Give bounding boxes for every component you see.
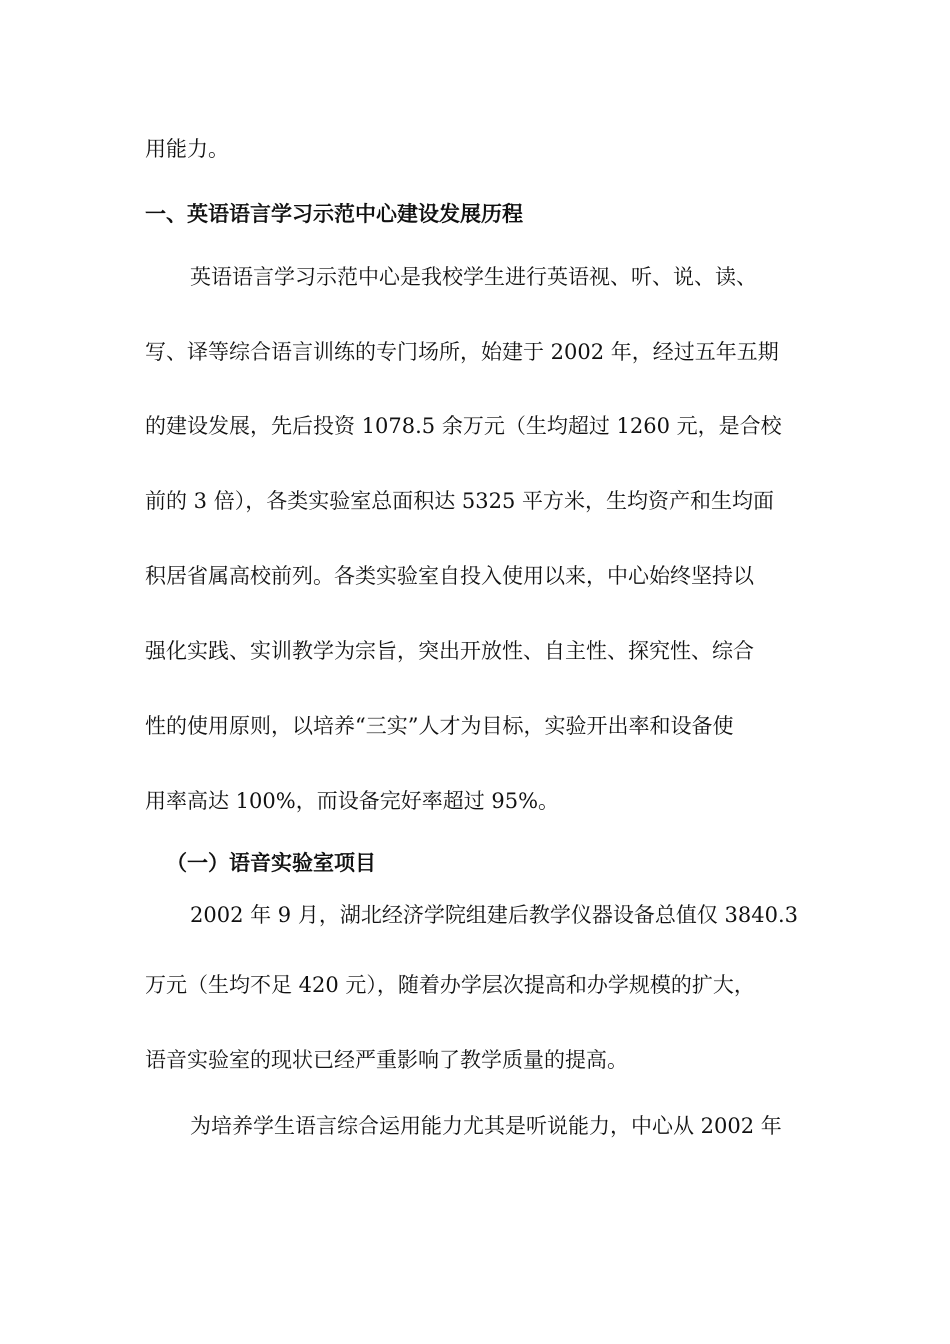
paragraph-line: 性的使用原则，以培养“三实”人才为目标，实验开出率和设备使 [145, 714, 734, 738]
paragraph-line: 为培养学生语言综合运用能力尤其是听说能力，中心从 2002 年 [190, 1114, 782, 1138]
subsection-heading: （一）语音实验室项目 [166, 851, 376, 875]
paragraph-line: 万元（生均不足 420 元），随着办学层次提高和办学规模的扩大， [145, 973, 755, 997]
paragraph-line: 的建设发展，先后投资 1078.5 余万元（生均超过 1260 元，是合校 [145, 414, 782, 438]
paragraph-line: 英语语言学习示范中心是我校学生进行英语视、听、说、读、 [190, 265, 757, 289]
section-heading: 一、英语语言学习示范中心建设发展历程 [145, 202, 523, 226]
paragraph-line: 语音实验室的现状已经严重影响了教学质量的提高。 [145, 1048, 628, 1072]
paragraph-line: 强化实践、实训教学为宗旨，突出开放性、自主性、探究性、综合 [145, 639, 754, 663]
paragraph-line: 写、译等综合语言训练的专门场所，始建于 2002 年，经过五年五期 [145, 340, 779, 364]
paragraph-line: 用能力。 [145, 137, 229, 161]
paragraph-line: 前的 3 倍），各类实验室总面积达 5325 平方米，生均资产和生均面 [145, 489, 775, 513]
paragraph-line: 积居省属高校前列。各类实验室自投入使用以来，中心始终坚持以 [145, 564, 754, 588]
paragraph-line: 用率高达 100%，而设备完好率超过 95%。 [145, 789, 560, 813]
paragraph-line: 2002 年 9 月，湖北经济学院组建后教学仪器设备总值仅 3840.3 [190, 903, 798, 927]
